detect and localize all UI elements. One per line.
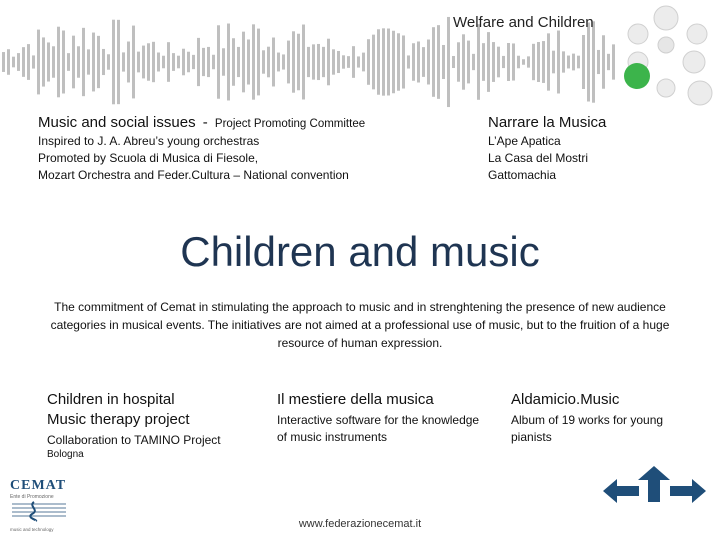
wave-bar xyxy=(597,50,600,74)
wave-bar xyxy=(167,42,170,82)
wave-bar xyxy=(482,43,485,81)
wave-bar xyxy=(2,52,5,72)
forward-button[interactable] xyxy=(670,478,706,504)
wave-bar xyxy=(477,24,480,100)
sound-wave-decoration xyxy=(0,0,720,110)
wave-bar xyxy=(67,53,70,71)
wave-bar xyxy=(417,41,420,82)
wave-bar xyxy=(547,33,550,90)
column-text: Album of 19 works for young pianists xyxy=(511,413,664,444)
right-section xyxy=(488,114,688,184)
wave-bar xyxy=(87,49,90,74)
wave-bar xyxy=(237,47,240,77)
wave-bar xyxy=(402,35,405,88)
wave-bar xyxy=(307,47,310,77)
page-title: Children and music xyxy=(180,228,540,275)
wave-bar xyxy=(387,29,390,96)
logo-name: CEMAT xyxy=(10,478,67,493)
wave-bar xyxy=(272,38,275,87)
left-section-subtitle: Project Promoting Committee xyxy=(214,118,366,130)
wave-bar xyxy=(32,55,35,68)
left-section-title xyxy=(38,114,458,131)
left-section-line: Inspired to J. A. Abreu’s young orchestras xyxy=(38,134,260,148)
wave-bar xyxy=(397,33,400,90)
wave-bar xyxy=(457,42,460,81)
wave-bar xyxy=(562,51,565,72)
column-title-secondary: Music therapy project xyxy=(47,411,190,428)
wave-bar xyxy=(247,39,250,84)
wave-bar xyxy=(107,54,110,69)
right-section-line: L’Ape Apatica xyxy=(488,134,561,148)
circles-decoration xyxy=(615,0,720,110)
wave-bar xyxy=(337,51,340,73)
wave-bar xyxy=(27,44,30,80)
wave-bar xyxy=(142,46,145,79)
wave-bar xyxy=(82,28,85,96)
wave-bar xyxy=(447,17,450,107)
wave-bar xyxy=(177,56,180,69)
wave-bar xyxy=(252,24,255,99)
wave-bar xyxy=(117,20,120,104)
wave-bar xyxy=(567,56,570,69)
wave-bar xyxy=(212,55,215,69)
wave-bar xyxy=(582,35,585,89)
wave-bar xyxy=(147,43,150,80)
wave-bar xyxy=(12,57,15,68)
wave-bar xyxy=(412,43,415,81)
wave-bar xyxy=(572,54,575,71)
wave-bar xyxy=(92,33,95,92)
footer-url[interactable]: www.federazionecemat.it xyxy=(298,518,422,530)
column-subtext: Bologna xyxy=(47,449,84,460)
wave-bar xyxy=(37,30,40,95)
wave-bar xyxy=(497,47,500,78)
left-section-line: Promoted by Scuola di Musica di Fiesole, xyxy=(38,151,259,165)
wave-bar xyxy=(492,42,495,82)
wave-bar xyxy=(222,48,225,75)
wave-bar xyxy=(407,55,410,68)
green-circle-icon xyxy=(624,63,650,89)
wave-bar xyxy=(427,40,430,85)
wave-bar xyxy=(557,31,560,94)
wave-bar xyxy=(72,36,75,89)
wave-bar xyxy=(472,54,475,70)
wave-bar xyxy=(182,49,185,76)
wave-bar xyxy=(217,25,220,98)
wave-bar xyxy=(242,32,245,93)
wave-bar xyxy=(442,45,445,79)
wave-bar xyxy=(322,47,325,77)
back-button[interactable] xyxy=(603,478,639,504)
up-button[interactable] xyxy=(638,466,670,502)
column-title: Children in hospital xyxy=(47,391,175,408)
wave-bar xyxy=(392,31,395,94)
wave-bar xyxy=(577,56,580,69)
wave-bar xyxy=(327,39,330,86)
wave-bar xyxy=(462,34,465,89)
wave-bar xyxy=(202,48,205,76)
wave-bar xyxy=(52,46,55,77)
wave-bar xyxy=(352,46,355,78)
description-text: The commitment of Cemat in stimulating the approach to music and in strenghtening the presence of new audience categories in musical events. The initiatives are not aimed at a professional use of music, but to the fruition of a huge resource of human expression. xyxy=(50,300,670,350)
wave-bar xyxy=(437,25,440,99)
wave-bar xyxy=(297,34,300,91)
wave-bar xyxy=(512,43,515,80)
wave-bar xyxy=(262,50,265,73)
right-section-line: La Casa del Mostri xyxy=(488,151,589,165)
left-section-line: Mozart Orchestra and Feder.Cultura – National convention xyxy=(38,168,349,182)
wave-bar xyxy=(422,47,425,77)
wave-bar xyxy=(22,47,25,77)
left-section-heading: Music and social issues xyxy=(38,114,196,131)
wave-bar xyxy=(487,32,490,92)
wave-bar xyxy=(607,54,610,70)
wave-bar xyxy=(367,39,370,85)
column-text: Collaboration to TAMINO Project xyxy=(47,433,221,447)
wave-bar xyxy=(162,56,165,69)
wave-bar xyxy=(467,41,470,84)
wave-bar xyxy=(372,35,375,90)
left-section xyxy=(38,114,458,184)
wave-bar xyxy=(602,35,605,88)
wave-bar xyxy=(257,29,260,96)
wave-bar xyxy=(332,49,335,74)
wave-bar xyxy=(432,27,435,97)
wave-bar xyxy=(97,36,100,88)
logo-footer-line: music and technology xyxy=(10,527,54,532)
wave-bar xyxy=(57,27,60,98)
wave-bar xyxy=(42,37,45,86)
logo-tagline: Ente di Promozione xyxy=(10,494,54,500)
wave-bar xyxy=(207,47,210,77)
wave-bar xyxy=(62,31,65,94)
wave-bar xyxy=(542,41,545,83)
column-title: Aldamicio.Music xyxy=(511,391,620,408)
wave-bar xyxy=(137,52,140,73)
wave-bar xyxy=(232,38,235,86)
wave-bar xyxy=(527,56,530,67)
column-mestiere xyxy=(277,390,487,446)
wave-bar xyxy=(282,54,285,69)
column-title: Il mestiere della musica xyxy=(277,391,434,408)
column-hospital xyxy=(47,390,257,460)
wave-bar xyxy=(122,52,125,71)
arrow-up-icon xyxy=(638,466,670,502)
wave-bar xyxy=(537,42,540,82)
header-title: Welfare and Children xyxy=(453,14,594,31)
wave-bar xyxy=(227,24,230,101)
wave-bar xyxy=(152,42,155,82)
wave-bar xyxy=(112,20,115,105)
wave-bar xyxy=(342,55,345,68)
wave-bar xyxy=(7,49,10,75)
wave-bar xyxy=(187,52,190,73)
wave-bar xyxy=(377,29,380,94)
arrow-left-icon xyxy=(603,479,639,503)
wave-bar xyxy=(127,42,130,83)
left-section-separator: - xyxy=(202,114,208,131)
wave-bar xyxy=(197,38,200,86)
wave-bar xyxy=(592,21,595,102)
wave-bar xyxy=(192,55,195,69)
wave-bar xyxy=(77,46,80,77)
wave-bar xyxy=(502,56,505,68)
wave-bar xyxy=(357,56,360,67)
wave-bar xyxy=(532,44,535,80)
column-aldamicio xyxy=(511,390,701,446)
column-text: Interactive software for the knowledge of music instruments xyxy=(277,413,480,444)
wave-bar xyxy=(507,43,510,81)
wave-bar xyxy=(102,49,105,75)
wave-bar xyxy=(382,28,385,95)
wave-bar xyxy=(172,53,175,71)
wave-bar xyxy=(17,53,20,71)
wave-bar xyxy=(47,42,50,81)
wave-bar xyxy=(132,26,135,99)
right-section-line: Gattomachia xyxy=(488,168,557,182)
right-section-title: Narrare la Musica xyxy=(488,114,607,131)
wave-bar xyxy=(302,25,305,100)
wave-bar xyxy=(347,56,350,68)
arrow-right-icon xyxy=(670,479,706,503)
wave-bar xyxy=(452,56,455,68)
wave-bar xyxy=(277,53,280,72)
wave-bar xyxy=(317,44,320,80)
wave-bar xyxy=(312,44,315,79)
wave-bar xyxy=(362,53,365,72)
wave-bar xyxy=(292,31,295,92)
wave-bar xyxy=(517,56,520,69)
wave-bar xyxy=(157,52,160,71)
wave-bar xyxy=(522,59,525,65)
wave-bar xyxy=(552,51,555,74)
wave-bar xyxy=(267,47,270,78)
wave-bar xyxy=(587,22,590,101)
wave-bar xyxy=(287,41,290,84)
